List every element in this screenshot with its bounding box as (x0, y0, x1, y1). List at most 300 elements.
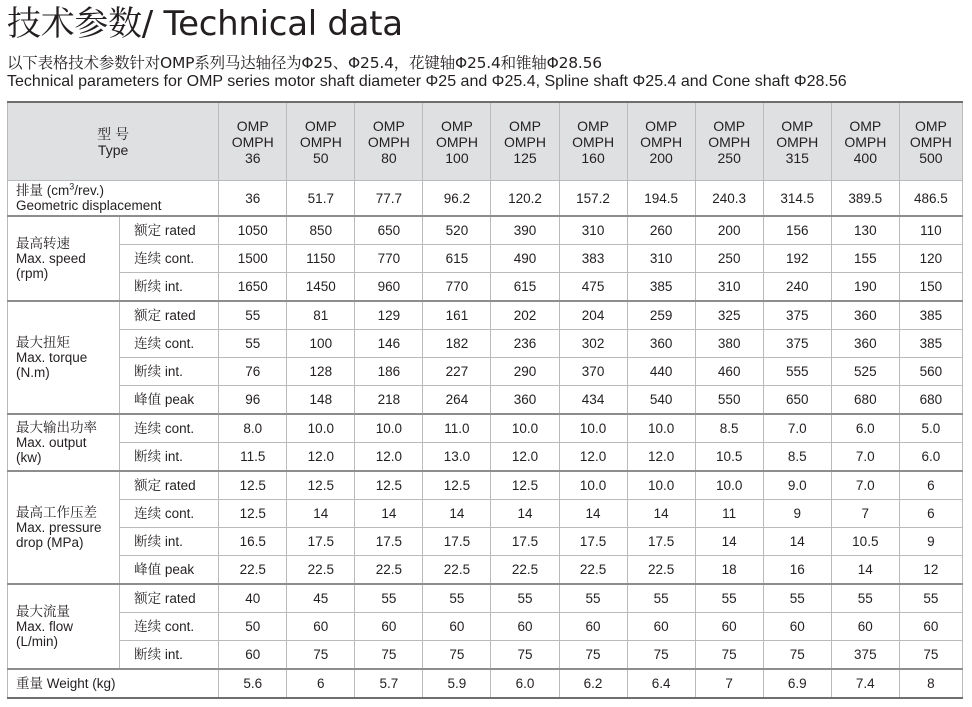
value-cell: 310 (695, 273, 763, 302)
value-cell: 55 (695, 584, 763, 613)
value-cell: 129 (355, 301, 423, 330)
value-cell: 148 (287, 386, 355, 415)
value-cell: 5.6 (219, 669, 287, 698)
condition-label: 峰值 peak (120, 386, 219, 415)
value-cell: 51.7 (287, 181, 355, 217)
value-cell: 10.0 (559, 471, 627, 500)
condition-label: 额定 rated (120, 301, 219, 330)
condition-label: 断续 int. (120, 641, 219, 670)
displacement-unit-tail: /rev.) (74, 183, 105, 198)
value-cell: 60 (763, 613, 831, 641)
model-header-line: OMPH (572, 133, 615, 150)
value-cell: 10.0 (355, 414, 423, 443)
value-cell: 55 (559, 584, 627, 613)
value-cell: 75 (287, 641, 355, 670)
model-header-line: 160 (581, 149, 605, 166)
parameter-group-label-line: 最大流量 (16, 604, 70, 619)
value-cell: 75 (899, 641, 962, 670)
value-cell: 310 (559, 216, 627, 245)
condition-label: 连续 cont. (120, 330, 219, 358)
value-cell: 650 (355, 216, 423, 245)
value-cell: 22.5 (491, 556, 559, 585)
value-cell: 475 (559, 273, 627, 302)
model-header-cell (219, 102, 287, 181)
value-cell: 360 (831, 301, 899, 330)
table-row (8, 386, 963, 415)
value-cell: 10.0 (287, 414, 355, 443)
value-cell: 6.0 (899, 443, 962, 472)
value-cell: 12.5 (423, 471, 491, 500)
value-cell: 770 (423, 273, 491, 302)
table-row (8, 330, 963, 358)
model-header-line: OMPH (844, 133, 887, 150)
model-header-line: OMPH (776, 133, 819, 150)
value-cell: 55 (491, 584, 559, 613)
model-header-line: OMPH (299, 133, 342, 150)
value-cell: 96.2 (423, 181, 491, 217)
value-cell: 10.0 (559, 414, 627, 443)
model-header-line: OMP (781, 117, 814, 134)
table-row (8, 216, 963, 245)
value-cell: 7 (695, 669, 763, 698)
value-cell: 486.5 (899, 181, 962, 217)
table-row (8, 301, 963, 330)
model-header-line: OMP (509, 117, 541, 134)
value-cell: 55 (219, 301, 287, 330)
value-cell: 390 (491, 216, 559, 245)
value-cell: 12.0 (627, 443, 695, 472)
parameter-group-label-line: (N.m) (16, 365, 50, 380)
model-header-line: 125 (513, 149, 537, 166)
table-row (8, 245, 963, 273)
value-cell: 12.0 (287, 443, 355, 472)
value-cell: 325 (695, 301, 763, 330)
model-header-line: OMPH (504, 133, 546, 150)
model-header-cell (559, 102, 627, 181)
model-header-line: OMPH (640, 133, 683, 150)
parameter-group-label-line: Max. output (16, 435, 87, 450)
value-cell: 17.5 (355, 528, 423, 556)
condition-label: 额定 rated (120, 584, 219, 613)
value-cell: 555 (763, 358, 831, 386)
model-header-cell (831, 102, 899, 181)
condition-label: 连续 cont. (120, 414, 219, 443)
value-cell: 375 (763, 330, 831, 358)
displacement-row (8, 181, 963, 217)
value-cell: 6 (287, 669, 355, 698)
parameter-group-label (8, 414, 120, 471)
value-cell: 190 (831, 273, 899, 302)
model-header-line: 200 (649, 149, 673, 166)
value-cell: 6.0 (491, 669, 559, 698)
value-cell: 12.5 (219, 471, 287, 500)
value-cell: 12.5 (287, 471, 355, 500)
value-cell: 60 (491, 613, 559, 641)
value-cell: 14 (423, 500, 491, 528)
value-cell: 8.5 (695, 414, 763, 443)
value-cell: 55 (763, 584, 831, 613)
value-cell: 60 (287, 613, 355, 641)
value-cell: 540 (627, 386, 695, 415)
value-cell: 12.0 (355, 443, 423, 472)
value-cell: 55 (423, 584, 491, 613)
value-cell: 615 (423, 245, 491, 273)
value-cell: 310 (627, 245, 695, 273)
value-cell: 9.0 (763, 471, 831, 500)
value-cell: 385 (899, 330, 962, 358)
value-cell: 9 (899, 528, 962, 556)
model-header-line: OMP (304, 117, 337, 134)
value-cell: 12 (899, 556, 962, 585)
model-header-line: OMP (849, 117, 882, 134)
value-cell: 17.5 (287, 528, 355, 556)
value-cell: 6.9 (763, 669, 831, 698)
value-cell: 7.4 (831, 669, 899, 698)
value-cell: 770 (355, 245, 423, 273)
value-cell: 10.0 (627, 471, 695, 500)
displacement-label-en: Geometric displacement (16, 198, 162, 213)
value-cell: 75 (559, 641, 627, 670)
displacement-label-cn-text: 排量 (cm (16, 183, 70, 198)
value-cell: 202 (491, 301, 559, 330)
value-cell: 8 (899, 669, 962, 698)
value-cell: 375 (763, 301, 831, 330)
value-cell: 1500 (219, 245, 287, 273)
value-cell: 150 (899, 273, 962, 302)
value-cell: 10.0 (695, 471, 763, 500)
parameter-group-label-line: (rpm) (16, 266, 49, 281)
value-cell: 161 (423, 301, 491, 330)
value-cell: 360 (831, 330, 899, 358)
value-cell: 680 (899, 386, 962, 415)
parameter-group-label-line: 最大输出功率 (16, 420, 97, 435)
value-cell: 260 (627, 216, 695, 245)
table-row (8, 414, 963, 443)
model-header-cell (287, 102, 355, 181)
subtitle-chinese: 以下表格技术参数针对OMP系列马达轴径为Φ25、Φ25.4，花键轴Φ25.4和锥轴Φ28.56 (7, 54, 602, 72)
value-cell: 240.3 (695, 181, 763, 217)
value-cell: 22.5 (559, 556, 627, 585)
value-cell: 960 (355, 273, 423, 302)
value-cell: 81 (287, 301, 355, 330)
parameter-group-label-line: (L/min) (16, 634, 59, 649)
value-cell: 128 (287, 358, 355, 386)
value-cell: 146 (355, 330, 423, 358)
value-cell: 7.0 (831, 443, 899, 472)
value-cell: 14 (355, 500, 423, 528)
value-cell: 5.9 (423, 669, 491, 698)
value-cell: 157.2 (559, 181, 627, 217)
displacement-unit-superscript: 3 (69, 181, 75, 192)
value-cell: 380 (695, 330, 763, 358)
value-cell: 60 (695, 613, 763, 641)
value-cell: 680 (831, 386, 899, 415)
value-cell: 434 (559, 386, 627, 415)
model-header-line: OMP (914, 117, 947, 134)
value-cell: 12.5 (219, 500, 287, 528)
model-header-line: OMP (440, 117, 473, 134)
model-header-line: 250 (717, 149, 741, 166)
value-cell: 110 (899, 216, 962, 245)
parameter-group-label-line: (kw) (16, 450, 42, 465)
value-cell: 12.0 (559, 443, 627, 472)
value-cell: 60 (355, 613, 423, 641)
value-cell: 302 (559, 330, 627, 358)
value-cell: 240 (763, 273, 831, 302)
value-cell: 130 (831, 216, 899, 245)
value-cell: 11.0 (423, 414, 491, 443)
parameter-group-label (8, 216, 120, 301)
model-header-line: OMPH (367, 133, 410, 150)
model-header-line: OMP (577, 117, 609, 134)
value-cell: 14 (491, 500, 559, 528)
value-cell: 13.0 (423, 443, 491, 472)
value-cell: 17.5 (423, 528, 491, 556)
model-header-cell (355, 102, 423, 181)
value-cell: 36 (219, 181, 287, 217)
value-cell: 120 (899, 245, 962, 273)
value-cell: 194.5 (627, 181, 695, 217)
value-cell: 11 (695, 500, 763, 528)
value-cell: 383 (559, 245, 627, 273)
table-row (8, 471, 963, 500)
value-cell: 55 (899, 584, 962, 613)
model-header-line: OMPH (708, 133, 751, 150)
condition-label: 断续 int. (120, 358, 219, 386)
value-cell: 60 (559, 613, 627, 641)
value-cell: 12.5 (355, 471, 423, 500)
condition-label: 断续 int. (120, 443, 219, 472)
value-cell: 550 (695, 386, 763, 415)
weight-label: 重量 Weight (kg) (8, 669, 219, 698)
value-cell: 7 (831, 500, 899, 528)
table-row (8, 500, 963, 528)
value-cell: 370 (559, 358, 627, 386)
value-cell: 75 (491, 641, 559, 670)
value-cell: 250 (695, 245, 763, 273)
value-cell: 96 (219, 386, 287, 415)
value-cell: 60 (899, 613, 962, 641)
value-cell: 17.5 (627, 528, 695, 556)
value-cell: 75 (695, 641, 763, 670)
value-cell: 75 (763, 641, 831, 670)
value-cell: 120.2 (491, 181, 559, 217)
value-cell: 10.5 (695, 443, 763, 472)
model-header-line: 400 (853, 149, 877, 166)
value-cell: 5.7 (355, 669, 423, 698)
value-cell: 45 (287, 584, 355, 613)
value-cell: 650 (763, 386, 831, 415)
value-cell: 182 (423, 330, 491, 358)
value-cell: 6 (899, 500, 962, 528)
value-cell: 192 (763, 245, 831, 273)
condition-label: 连续 cont. (120, 500, 219, 528)
value-cell: 385 (899, 301, 962, 330)
value-cell: 440 (627, 358, 695, 386)
value-cell: 22.5 (627, 556, 695, 585)
value-cell: 16.5 (219, 528, 287, 556)
displacement-label (8, 181, 219, 217)
value-cell: 75 (423, 641, 491, 670)
value-cell: 259 (627, 301, 695, 330)
value-cell: 375 (831, 641, 899, 670)
parameter-group-label-line: Max. speed (16, 251, 86, 266)
value-cell: 6.0 (831, 414, 899, 443)
value-cell: 77.7 (355, 181, 423, 217)
value-cell: 17.5 (559, 528, 627, 556)
table-row (8, 556, 963, 585)
value-cell: 12.0 (491, 443, 559, 472)
model-header-line: 80 (381, 149, 397, 166)
table-row (8, 584, 963, 613)
condition-label: 额定 rated (120, 216, 219, 245)
value-cell: 55 (831, 584, 899, 613)
value-cell: 100 (287, 330, 355, 358)
value-cell: 850 (287, 216, 355, 245)
condition-label: 连续 cont. (120, 613, 219, 641)
value-cell: 6 (899, 471, 962, 500)
value-cell: 10.0 (491, 414, 559, 443)
value-cell: 6.4 (627, 669, 695, 698)
value-cell: 22.5 (355, 556, 423, 585)
weight-row (8, 669, 963, 698)
value-cell: 60 (831, 613, 899, 641)
value-cell: 389.5 (831, 181, 899, 217)
parameter-group-label (8, 471, 120, 584)
condition-label: 峰值 peak (120, 556, 219, 585)
parameter-group-label-line: drop (MPa) (16, 535, 84, 550)
value-cell: 60 (423, 613, 491, 641)
value-cell: 14 (287, 500, 355, 528)
value-cell: 55 (627, 584, 695, 613)
value-cell: 14 (695, 528, 763, 556)
parameter-group-label-line: 最大扭矩 (16, 335, 70, 350)
table-row (8, 273, 963, 302)
value-cell: 75 (355, 641, 423, 670)
value-cell: 264 (423, 386, 491, 415)
value-cell: 8.0 (219, 414, 287, 443)
parameter-group-label-line: Max. torque (16, 350, 88, 365)
model-header-line: 500 (919, 149, 943, 166)
page-title: 技术参数/ Technical data (7, 4, 403, 44)
value-cell: 17.5 (491, 528, 559, 556)
model-header-line: 50 (313, 149, 329, 166)
value-cell: 460 (695, 358, 763, 386)
value-cell: 186 (355, 358, 423, 386)
model-header-line: 36 (244, 149, 261, 166)
type-header-cn: 型 号 (97, 125, 130, 142)
value-cell: 1450 (287, 273, 355, 302)
model-header-cell (491, 102, 559, 181)
value-cell: 22.5 (219, 556, 287, 585)
value-cell: 14 (627, 500, 695, 528)
value-cell: 7.0 (831, 471, 899, 500)
value-cell: 5.0 (899, 414, 962, 443)
model-header-line: 100 (445, 149, 469, 166)
value-cell: 314.5 (763, 181, 831, 217)
technical-data-table (7, 101, 963, 699)
value-cell: 40 (219, 584, 287, 613)
model-header-line: OMP (372, 117, 405, 134)
parameter-group-label (8, 584, 120, 669)
condition-label: 额定 rated (120, 471, 219, 500)
value-cell: 7.0 (763, 414, 831, 443)
value-cell: 525 (831, 358, 899, 386)
value-cell: 10.5 (831, 528, 899, 556)
value-cell: 76 (219, 358, 287, 386)
parameter-group-label-line: 最高转速 (16, 236, 70, 251)
value-cell: 75 (627, 641, 695, 670)
type-header-en: Type (97, 141, 129, 158)
value-cell: 520 (423, 216, 491, 245)
model-header-line: OMPH (909, 133, 952, 150)
value-cell: 1050 (219, 216, 287, 245)
table-row (8, 528, 963, 556)
parameter-group-label-line: Max. pressure (16, 520, 102, 535)
model-header-cell (763, 102, 831, 181)
value-cell: 218 (355, 386, 423, 415)
value-cell: 290 (491, 358, 559, 386)
model-header-cell (627, 102, 695, 181)
value-cell: 360 (491, 386, 559, 415)
condition-label: 断续 int. (120, 528, 219, 556)
value-cell: 560 (899, 358, 962, 386)
value-cell: 156 (763, 216, 831, 245)
value-cell: 14 (763, 528, 831, 556)
value-cell: 60 (627, 613, 695, 641)
value-cell: 490 (491, 245, 559, 273)
value-cell: 227 (423, 358, 491, 386)
value-cell: 1650 (219, 273, 287, 302)
model-header-line: OMP (236, 117, 269, 134)
value-cell: 55 (219, 330, 287, 358)
value-cell: 22.5 (423, 556, 491, 585)
table-row (8, 443, 963, 472)
table-row (8, 613, 963, 641)
value-cell: 8.5 (763, 443, 831, 472)
value-cell: 10.0 (627, 414, 695, 443)
table-row (8, 358, 963, 386)
value-cell: 11.5 (219, 443, 287, 472)
value-cell: 385 (627, 273, 695, 302)
value-cell: 14 (831, 556, 899, 585)
value-cell: 12.5 (491, 471, 559, 500)
value-cell: 200 (695, 216, 763, 245)
model-header-line: 315 (785, 149, 809, 166)
model-header-cell (423, 102, 491, 181)
model-header-line: OMP (645, 117, 678, 134)
value-cell: 204 (559, 301, 627, 330)
value-cell: 236 (491, 330, 559, 358)
parameter-group-label (8, 301, 120, 414)
header-row (8, 102, 963, 181)
value-cell: 14 (559, 500, 627, 528)
displacement-label-cn (16, 183, 218, 198)
value-cell: 16 (763, 556, 831, 585)
model-header-cell (899, 102, 962, 181)
value-cell: 360 (627, 330, 695, 358)
value-cell: 1150 (287, 245, 355, 273)
type-header-cell (8, 102, 219, 181)
parameter-group-label-line: Max. flow (16, 619, 74, 634)
value-cell: 22.5 (287, 556, 355, 585)
value-cell: 18 (695, 556, 763, 585)
model-header-line: OMP (713, 117, 746, 134)
value-cell: 155 (831, 245, 899, 273)
value-cell: 9 (763, 500, 831, 528)
value-cell: 6.2 (559, 669, 627, 698)
model-header-line: OMPH (435, 133, 478, 150)
